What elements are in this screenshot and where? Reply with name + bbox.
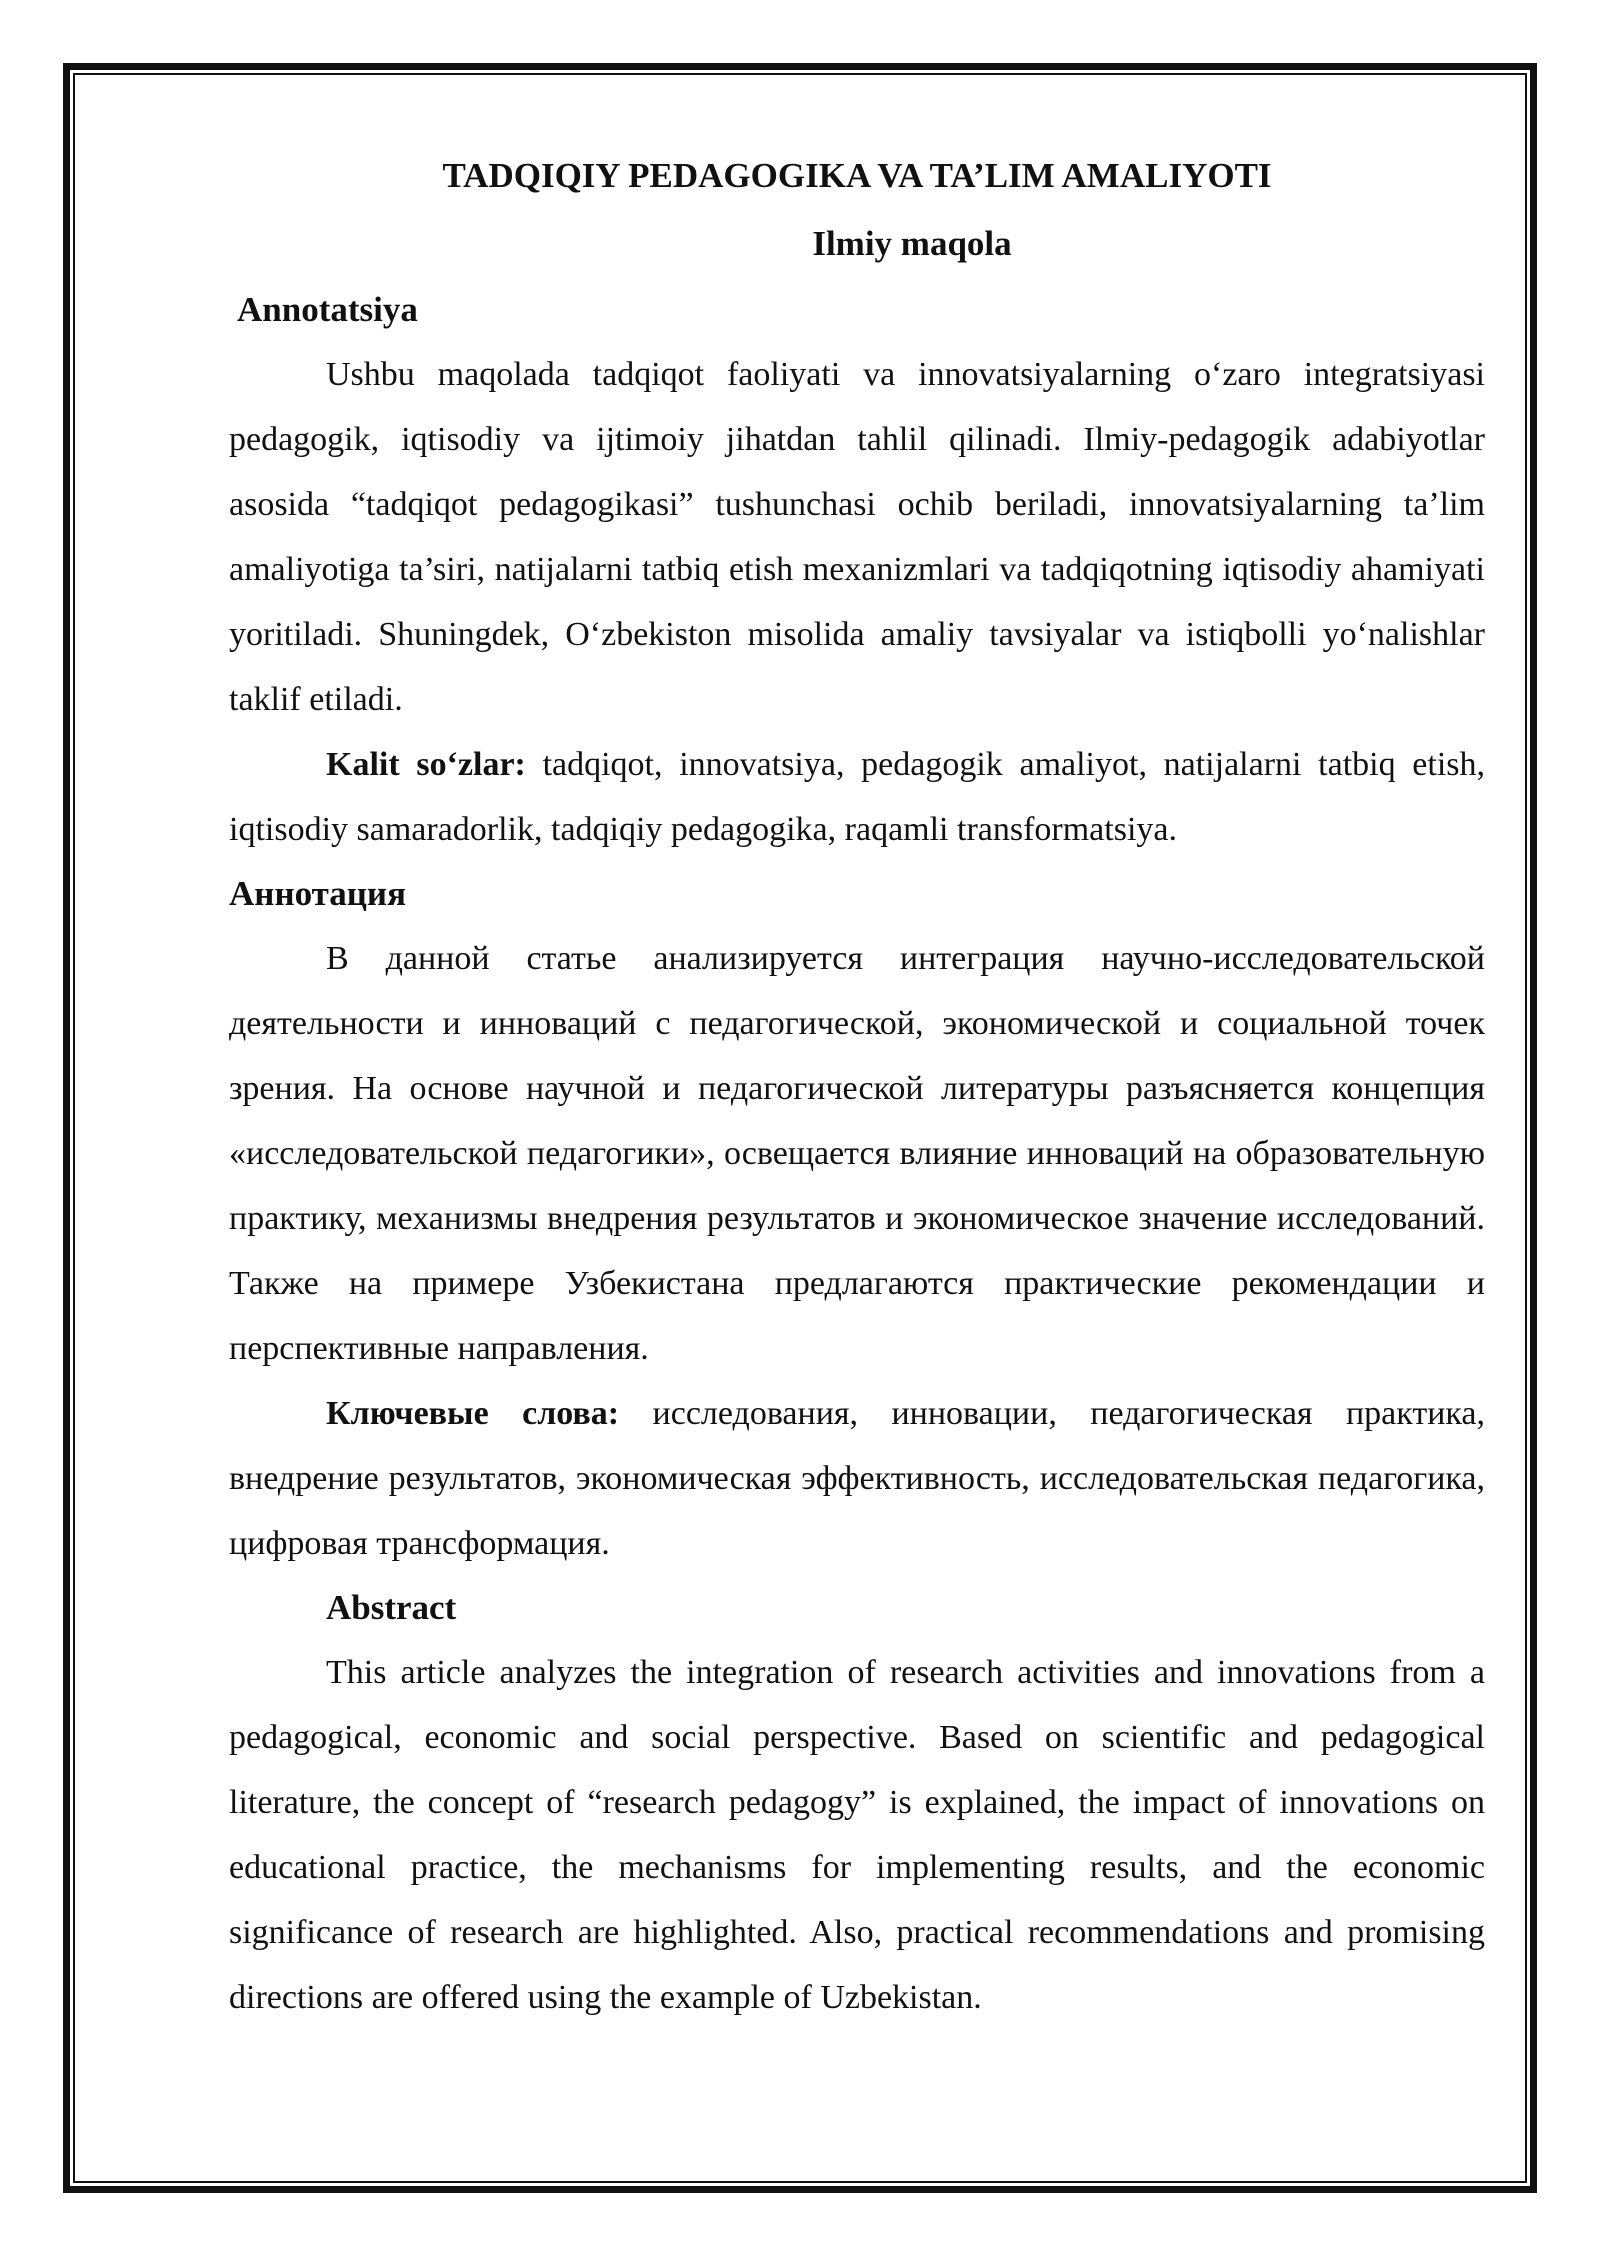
en-abstract-section (229, 1576, 1485, 2030)
ru-keywords-label: Ключевые слова: (326, 1395, 620, 1432)
uz-abstract-text: Ushbu maqolada tadqiqot faoliyati va innovatsiyalarning o‘zaro integratsiyasi pedagogik, iqtisodiy va ijtimoiy jihatdan tahlil qilinadi. Ilmiy-pedagogik adabiyotlar asosida “tadqiqot pedagogikasi” tushunchasi ochib beriladi, innovatsiyalarning ta’lim amaliyotiga ta’siri, natijalarni tatbiq etish mexanizmlari va tadqiqotning iqtisodiy ahamiyati yoritiladi. Shuningdek, O‘zbekiston misolida amaliy tavsiyalar va istiqbolli yo‘nalishlar taklif etiladi. (229, 356, 1485, 718)
article-title: TADQIQIY PEDAGOGIKA VA TA’LIM AMALIYOTI (442, 156, 1272, 195)
ru-abstract-heading: Аннотация (229, 874, 407, 913)
uz-keywords (229, 732, 1485, 862)
article-type: Ilmiy maqola (812, 224, 1012, 263)
uz-abstract-section (229, 278, 1485, 862)
ru-abstract-section (229, 862, 1485, 1576)
ru-keywords-list: исследования, инновации, педагогическая практика, внедрение результатов, экономическая эффективность, исследовательская педагогика, цифровая трансформация. (229, 1395, 1485, 1562)
en-abstract-text: This article analyzes the integration of research activities and innovations from a pedagogical, economic and social perspective. Based on scientific and pedagogical literature, the concept of “research pedagogy” is explained, the impact of innovations on educational practice, the mechanisms for implementing results, and the economic significance of research are highlighted. Also, practical recommendations and promising directions are offered using the example of Uzbekistan. (229, 1654, 1485, 2016)
uz-keywords-list: tadqiqot, innovatsiya, pedagogik amaliyot, natijalarni tatbiq etish, iqtisodiy samaradorlik, tadqiqiy pedagogika, raqamli transformatsiya. (229, 746, 1486, 848)
article-body (229, 148, 1485, 2030)
ru-keywords (229, 1381, 1485, 1576)
ru-abstract-text: В данной статье анализируется интеграция научно-исследовательской деятельности и инноваций с педагогической, экономической и социальной точек зрения. На основе научной и педагогической литературы разъясняется концепция «исследовательской педагогики», освещается влияние инноваций на образовательную практику, механизмы внедрения результатов и экономическое значение исследований. Также на примере Узбекистана предлагаются практические рекомендации и перспективные направления. (229, 940, 1485, 1367)
uz-abstract-heading: Annotatsiya (237, 290, 418, 329)
uz-keywords-label: Kalit so‘zlar: (326, 746, 526, 783)
en-abstract-heading: Abstract (326, 1588, 457, 1627)
